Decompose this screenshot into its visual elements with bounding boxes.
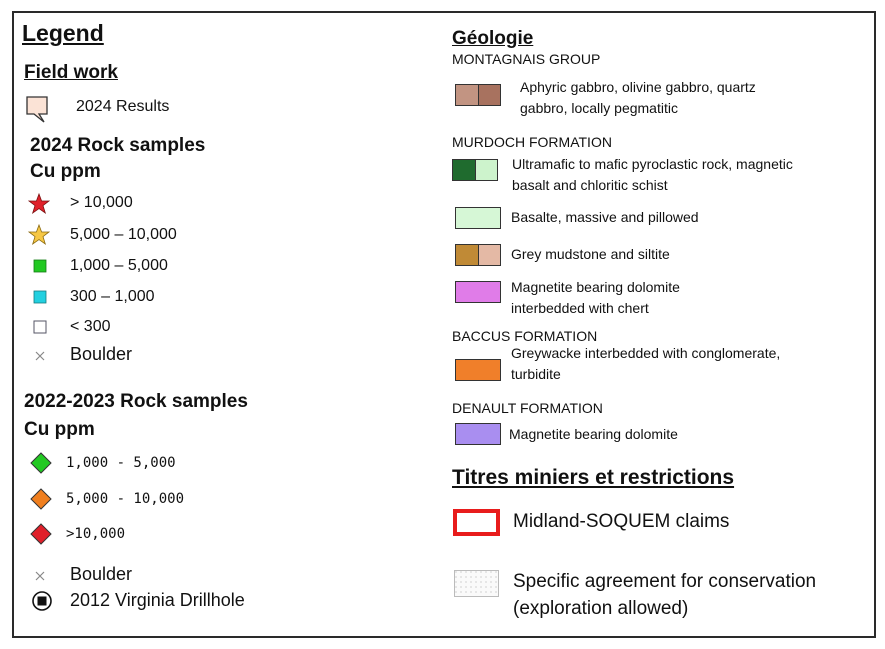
dolomite-label: Magnetite bearing dolomite [509,426,678,442]
claims-label: Midland-SOQUEM claims [513,511,730,532]
murdoch-group: MURDOCH FORMATION [452,134,612,150]
rock-2024-title: 2024 Rock samples [30,135,206,156]
greywacke-swatch [455,359,501,381]
baccus-group: BACCUS FORMATION [452,328,598,344]
rock-2022-unit: Cu ppm [24,419,95,440]
ultramafic-swatch [452,159,498,181]
cyan-square-icon [33,290,47,304]
field-work-title: Field work [24,62,118,83]
x-marker-icon [34,570,46,582]
geology-title: Géologie [452,28,534,49]
ultramafic-label: Ultramafic to mafic pyroclastic rock, magnetic basalt and chloritic schist [512,156,793,193]
orange-diamond-icon [29,487,53,511]
dolomite-chert-swatch [455,281,501,303]
rock-2024-label-1: > 10,000 [70,194,133,211]
titres-title: Titres miniers et restrictions [452,466,735,489]
rock-2024-label-4: 300 – 1,000 [70,288,155,305]
basalt-label: Basalte, massive and pillowed [511,209,699,225]
conservation-label: Specific agreement for conservation (exploration allowed) [513,571,817,619]
legend-title: Legend [22,20,104,46]
mudstone-swatch [455,244,501,266]
rock-2024-label-6: Boulder [70,344,133,364]
red-diamond-icon [29,522,53,546]
x-marker-icon [34,350,46,362]
white-square-icon [33,320,47,334]
gabbro-swatch [455,84,501,106]
dolomite-chert-label: Magnetite bearing dolomite interbedded with chert [511,279,680,316]
yellow-star-icon [28,224,50,246]
rock-2022-label-4: Boulder [70,564,133,584]
results-label: 2024 Results [76,98,170,115]
green-diamond-icon [29,451,53,475]
conservation-swatch [454,570,499,597]
rock-2024-label-3: 1,000 – 5,000 [70,257,168,274]
mudstone-label: Grey mudstone and siltite [511,246,670,262]
rock-2022-label-3: >10,000 [66,526,126,542]
gabbro-label: Aphyric gabbro, olivine gabbro, quartz gabbro, locally pegmatitic [520,79,756,116]
basalt-swatch [455,207,501,229]
denault-group: DENAULT FORMATION [452,400,603,416]
drillhole-icon [31,590,53,612]
rock-2024-label-5: < 300 [70,318,111,335]
claims-swatch [453,509,500,536]
dolomite-swatch [455,423,501,445]
montagnais-group: MONTAGNAIS GROUP [452,51,601,67]
greywacke-label: Greywacke interbedded with conglomerate, turbidite [511,345,781,382]
rock-2022-label-1: 1,000 - 5,000 [66,455,176,471]
rock-2022-label-5: 2012 Virginia Drillhole [70,590,245,610]
rock-2024-unit: Cu ppm [30,161,101,182]
rock-2022-label-2: 5,000 - 10,000 [66,491,185,507]
results-callout-icon [25,95,55,125]
rock-2024-label-2: 5,000 – 10,000 [70,226,177,243]
rock-2022-title: 2022-2023 Rock samples [24,391,248,412]
green-square-icon [33,259,47,273]
red-star-icon [28,193,50,215]
